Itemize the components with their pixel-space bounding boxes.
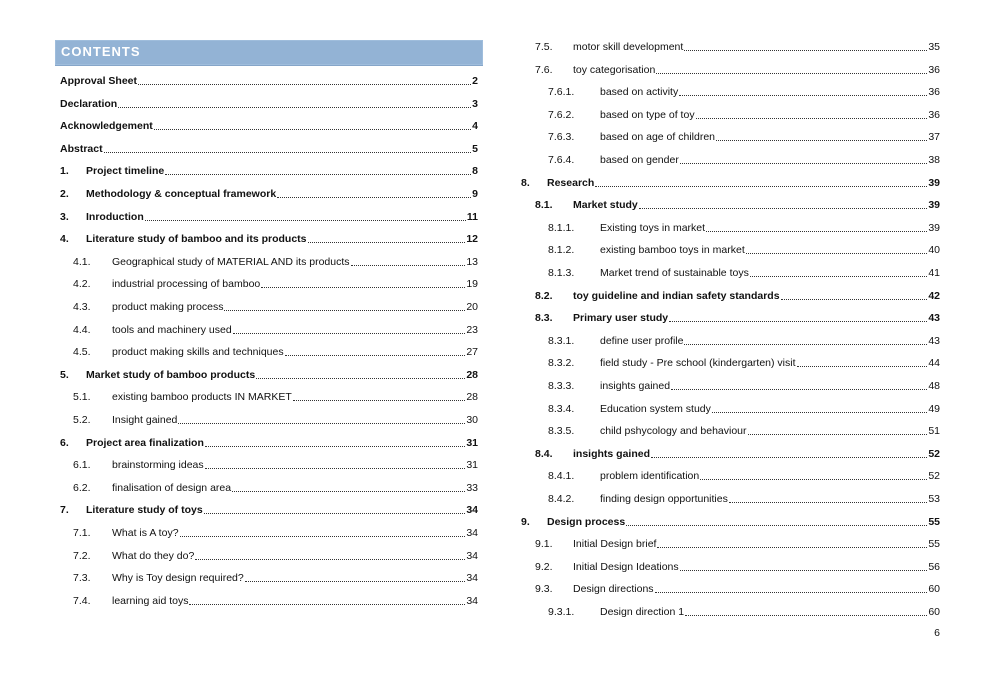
toc-entry-page: 34 (466, 527, 478, 539)
toc-entry-number: 4.5. (73, 346, 91, 359)
toc-entry-title: Acknowledgement (60, 120, 153, 133)
dot-leader (245, 571, 466, 585)
dot-leader (189, 594, 465, 608)
toc-entry-title: define user profile (600, 334, 684, 347)
toc-entry-page: 48 (928, 380, 940, 392)
toc-entry-title: based on type of toy (600, 108, 695, 121)
dot-leader (256, 368, 465, 382)
contents-title: CONTENTS (61, 44, 141, 59)
toc-entry-title: based on activity (600, 86, 679, 99)
toc-entry-page: 34 (466, 549, 478, 562)
dot-leader (145, 210, 466, 224)
dot-leader (205, 436, 465, 450)
toc-entry-number: 2. (60, 188, 69, 200)
toc-entry-page: 31 (466, 459, 478, 472)
dot-leader (277, 187, 471, 201)
dot-leader (706, 221, 927, 235)
toc-entry[interactable] (548, 151, 940, 167)
toc-entry[interactable] (548, 377, 940, 393)
toc-entry-title: Methodology & conceptual framework (86, 188, 277, 200)
dot-leader (351, 255, 466, 269)
toc-entry-title: What do they do? (112, 549, 195, 562)
toc-entry-number: 4.3. (73, 301, 91, 313)
toc-entry-page: 60 (928, 606, 940, 618)
toc-entry[interactable] (535, 535, 940, 551)
toc-entry-page: 23 (466, 323, 478, 336)
toc-entry[interactable] (73, 321, 478, 337)
toc-entry-title: Design directions (573, 583, 654, 596)
toc-entry-page: 53 (928, 493, 940, 505)
toc-entry-number: 7.3. (73, 572, 91, 585)
toc-entry[interactable] (548, 354, 940, 370)
toc-entry-title: Existing toys in market (600, 221, 706, 234)
toc-entry-page: 5 (472, 142, 478, 155)
dot-leader (781, 289, 928, 303)
dot-leader (195, 549, 465, 563)
toc-entry-page: 4 (472, 120, 478, 133)
toc-entry-title: based on age of children (600, 131, 716, 144)
toc-entry-number: 7.6. (535, 63, 553, 76)
toc-entry[interactable] (73, 388, 478, 404)
toc-entry-title: existing bamboo toys in market (600, 244, 745, 257)
toc-entry-title: Abstract (60, 142, 103, 155)
toc-entry-title: problem identification (600, 470, 700, 483)
toc-entry-number: 8.1.1. (548, 221, 575, 234)
toc-entry-page: 56 (928, 560, 940, 573)
toc-entry-page: 28 (466, 391, 478, 404)
toc-entry-page: 37 (928, 131, 940, 144)
toc-entry-title: industrial processing of bamboo (112, 278, 261, 291)
toc-entry-page: 52 (928, 470, 940, 483)
toc-entry-page: 55 (928, 515, 940, 528)
dot-leader (180, 526, 466, 540)
toc-entry-number: 3. (60, 210, 69, 223)
dot-leader (232, 481, 465, 495)
dot-leader (657, 537, 927, 551)
toc-entry-page: 30 (466, 414, 478, 426)
toc-entry-title: Market study (573, 199, 638, 212)
toc-entry-title: What is A toy? (112, 527, 179, 539)
toc-entry-page: 36 (928, 108, 940, 121)
toc-entry-title: Education system study (600, 402, 711, 415)
toc-entry-title: motor skill development (573, 41, 684, 53)
toc-entry-page: 2 (472, 75, 478, 87)
toc-entry[interactable] (60, 162, 478, 178)
toc-entry-page: 34 (466, 594, 478, 607)
toc-entry-number: 1. (60, 165, 69, 178)
dot-leader (729, 492, 927, 506)
toc-entry[interactable] (548, 106, 940, 122)
toc-entry-page: 20 (466, 301, 478, 313)
dot-leader (700, 469, 927, 483)
toc-entry-page: 34 (466, 572, 478, 585)
toc-entry[interactable] (60, 185, 478, 201)
toc-entry-page: 33 (466, 481, 478, 494)
toc-entry[interactable] (73, 547, 478, 563)
toc-entry[interactable] (535, 558, 940, 574)
toc-entry[interactable] (60, 95, 478, 111)
contents-header (55, 40, 483, 66)
toc-entry[interactable] (521, 513, 940, 529)
toc-entry-number: 7.5. (535, 41, 553, 53)
page-number: 6 (934, 627, 940, 639)
dot-leader (178, 413, 465, 427)
toc-entry[interactable] (548, 128, 940, 144)
toc-entry-title: toy guideline and indian safety standards (573, 289, 780, 302)
toc-entry-number: 8.3.2. (548, 357, 575, 370)
dot-leader (696, 108, 928, 122)
toc-entry-title: Design direction 1 (600, 606, 685, 618)
toc-entry-page: 3 (472, 97, 478, 110)
toc-entry[interactable] (73, 411, 478, 427)
toc-entry-page: 39 (928, 199, 940, 212)
toc-entry-number: 8. (521, 176, 530, 189)
toc-entry-page: 49 (928, 402, 940, 415)
toc-entry-number: 8.3. (535, 312, 553, 325)
toc-entry-number: 6. (60, 436, 69, 449)
dot-leader (671, 379, 927, 393)
toc-entry[interactable] (535, 445, 940, 461)
toc-entry-page: 13 (466, 255, 478, 268)
toc-entry-number: 9.1. (535, 538, 553, 551)
toc-entry-title: insights gained (573, 447, 651, 460)
dot-leader (224, 300, 465, 314)
toc-entry-page: 44 (928, 357, 940, 370)
toc-entry-title: learning aid toys (112, 594, 189, 607)
toc-entry-page: 34 (466, 504, 478, 517)
dot-leader (308, 232, 466, 246)
dot-leader (680, 560, 928, 574)
toc-entry[interactable] (548, 422, 940, 438)
dot-leader (104, 142, 472, 156)
toc-entry[interactable] (73, 524, 478, 540)
toc-entry[interactable] (60, 230, 478, 246)
dot-leader (684, 334, 927, 348)
toc-entry-page: 51 (928, 425, 940, 438)
toc-entry[interactable] (73, 253, 478, 269)
toc-entry-title: Initial Design brief (573, 538, 657, 551)
toc-entry-title: finalisation of design area (112, 481, 232, 494)
toc-entry-page: 8 (472, 165, 478, 178)
toc-entry-number: 8.4.2. (548, 493, 575, 505)
toc-entry[interactable] (73, 479, 478, 495)
toc-entry-title: Inroduction (86, 210, 144, 223)
toc-entry-title: product making skills and techniques (112, 346, 284, 359)
dot-leader (285, 345, 466, 359)
toc-entry[interactable] (535, 196, 940, 212)
toc-entry-page: 36 (928, 86, 940, 99)
toc-entry[interactable] (60, 434, 478, 450)
toc-entry-number: 6.1. (73, 459, 91, 472)
toc-entry[interactable] (60, 117, 478, 133)
toc-entry-number: 8.3.5. (548, 425, 575, 438)
toc-entry-page: 38 (928, 154, 940, 166)
toc-entry[interactable] (73, 456, 478, 472)
dot-leader (626, 515, 927, 529)
toc-entry[interactable] (535, 61, 940, 77)
toc-entry-title: Design process (547, 515, 626, 528)
toc-entry-number: 7. (60, 504, 69, 517)
toc-entry-title: brainstorming ideas (112, 459, 204, 472)
toc-entry-title: Primary user study (573, 312, 669, 325)
toc-entry-page: 43 (928, 312, 940, 325)
toc-entry-page: 60 (928, 583, 940, 596)
toc-entry-number: 7.6.3. (548, 131, 575, 144)
toc-entry[interactable] (60, 366, 478, 382)
toc-entry-page: 55 (928, 538, 940, 551)
toc-entry-page: 40 (928, 244, 940, 257)
toc-entry-number: 8.2. (535, 289, 553, 302)
toc-entry-title: Declaration (60, 97, 118, 110)
toc-entry-title: Initial Design Ideations (573, 560, 679, 573)
dot-leader (679, 85, 927, 99)
toc-entry-title: Market study of bamboo products (86, 368, 256, 381)
dot-leader (233, 323, 466, 337)
toc-entry-title: existing bamboo products IN MARKET (112, 391, 292, 404)
dot-leader (656, 63, 927, 77)
toc-entry-number: 8.1.3. (548, 267, 575, 279)
dot-leader (685, 605, 927, 619)
toc-entry[interactable] (73, 592, 478, 608)
toc-entry-page: 36 (928, 63, 940, 76)
toc-entry-title: tools and machinery used (112, 323, 232, 336)
dot-leader (684, 40, 927, 54)
toc-entry-number: 8.1.2. (548, 244, 575, 257)
dot-leader (712, 402, 927, 416)
toc-entry-number: 8.3.1. (548, 334, 575, 347)
toc-entry[interactable] (548, 83, 940, 99)
toc-entry-number: 4.1. (73, 255, 91, 268)
toc-entry[interactable] (548, 467, 940, 483)
toc-entry-number: 9.3. (535, 583, 553, 596)
toc-entry[interactable] (60, 140, 478, 156)
dot-leader (716, 130, 927, 144)
toc-entry-number: 7.6.4. (548, 154, 575, 166)
toc-entry-number: 4. (60, 233, 69, 246)
dot-leader (205, 458, 466, 472)
toc-entry-number: 7.6.2. (548, 108, 575, 121)
toc-entry[interactable] (548, 219, 940, 235)
dot-leader (748, 424, 928, 438)
toc-entry-page: 27 (466, 346, 478, 359)
toc-entry-page: 43 (928, 334, 940, 347)
toc-entry-title: product making process (112, 301, 224, 313)
dot-leader (750, 266, 927, 280)
toc-entry-page: 41 (928, 267, 940, 279)
dot-leader (669, 311, 927, 325)
toc-entry[interactable] (60, 72, 478, 88)
toc-entry-title: Project timeline (86, 165, 165, 178)
toc-entry[interactable] (73, 569, 478, 585)
toc-entry-number: 5.1. (73, 391, 91, 404)
toc-entry[interactable] (73, 343, 478, 359)
toc-entry[interactable] (73, 298, 478, 314)
toc-entry-number: 8.4. (535, 447, 553, 460)
toc-entry-title: Geographical study of MATERIAL AND its products (112, 255, 350, 268)
toc-entry[interactable] (548, 490, 940, 506)
toc-entry[interactable] (535, 287, 940, 303)
dot-leader (746, 243, 928, 257)
toc-entry-number: 8.4.1. (548, 470, 575, 483)
toc-entry-title: Market trend of sustainable toys (600, 267, 749, 279)
dot-leader (797, 356, 928, 370)
toc-entry-number: 9.3.1. (548, 606, 575, 618)
toc-entry-number: 7.1. (73, 527, 91, 539)
toc-entry-title: Insight gained (112, 414, 178, 426)
toc-entry-page: 31 (466, 436, 478, 449)
toc-entry-title: finding design opportunities (600, 493, 728, 505)
toc-entry-page: 19 (466, 278, 478, 291)
toc-entry-number: 4.2. (73, 278, 91, 291)
dot-leader (118, 97, 471, 111)
toc-entry-number: 6.2. (73, 481, 91, 494)
toc-entry[interactable] (60, 208, 478, 224)
toc-entry-page: 28 (466, 368, 478, 381)
dot-leader (651, 447, 927, 461)
dot-leader (138, 74, 471, 88)
toc-entry[interactable] (535, 580, 940, 596)
toc-entry-title: based on gender (600, 154, 679, 166)
toc-entry-number: 5.2. (73, 414, 91, 426)
toc-entry-title: field study - Pre school (kindergarten) visit (600, 357, 796, 370)
dot-leader (154, 119, 471, 133)
toc-entry-page: 39 (928, 221, 940, 234)
toc-entry-page: 52 (928, 447, 940, 460)
dot-leader (204, 503, 466, 517)
toc-entry[interactable] (548, 603, 940, 619)
toc-entry-page: 39 (928, 176, 940, 189)
toc-entry[interactable] (73, 275, 478, 291)
toc-entry-title: Project area finalization (86, 436, 204, 449)
toc-entry[interactable] (535, 38, 940, 54)
toc-entry-page: 35 (928, 41, 940, 53)
dot-leader (261, 277, 465, 291)
toc-entry-page: 9 (472, 188, 478, 200)
toc-entry-title: Why is Toy design required? (112, 572, 244, 585)
toc-entry-number: 5. (60, 368, 69, 381)
toc-entry-page: 12 (466, 233, 478, 246)
dot-leader (680, 153, 927, 167)
toc-entry-number: 7.2. (73, 549, 91, 562)
toc-entry[interactable] (521, 174, 940, 190)
dot-leader (165, 164, 471, 178)
dot-leader (655, 582, 928, 596)
toc-entry-title: insights gained (600, 380, 671, 392)
toc-entry-number: 4.4. (73, 323, 91, 336)
toc-entry-title: Approval Sheet (60, 75, 138, 87)
dot-leader (595, 176, 927, 190)
toc-entry-number: 8.3.3. (548, 380, 575, 392)
toc-entry-number: 9. (521, 515, 530, 528)
toc-entry-page: 11 (466, 210, 478, 223)
toc-entry[interactable] (548, 332, 940, 348)
toc-entry-number: 9.2. (535, 560, 553, 573)
toc-entry-title: Literature study of toys (86, 504, 203, 517)
toc-entry-number: 7.4. (73, 594, 91, 607)
dot-leader (639, 198, 928, 212)
toc-entry-number: 8.1. (535, 199, 553, 212)
toc-entry-number: 8.3.4. (548, 402, 575, 415)
toc-entry[interactable] (60, 501, 478, 517)
toc-entry-title: Literature study of bamboo and its products (86, 233, 307, 246)
toc-entry[interactable] (548, 400, 940, 416)
toc-entry-page: 42 (928, 289, 940, 302)
toc-entry-title: child pshycology and behaviour (600, 425, 747, 438)
toc-entry-title: Research (547, 176, 595, 189)
toc-entry-title: toy categorisation (573, 63, 656, 76)
toc-entry[interactable] (548, 264, 940, 280)
toc-entry[interactable] (548, 241, 940, 257)
dot-leader (293, 390, 466, 404)
toc-entry[interactable] (535, 309, 940, 325)
toc-entry-number: 7.6.1. (548, 86, 575, 99)
